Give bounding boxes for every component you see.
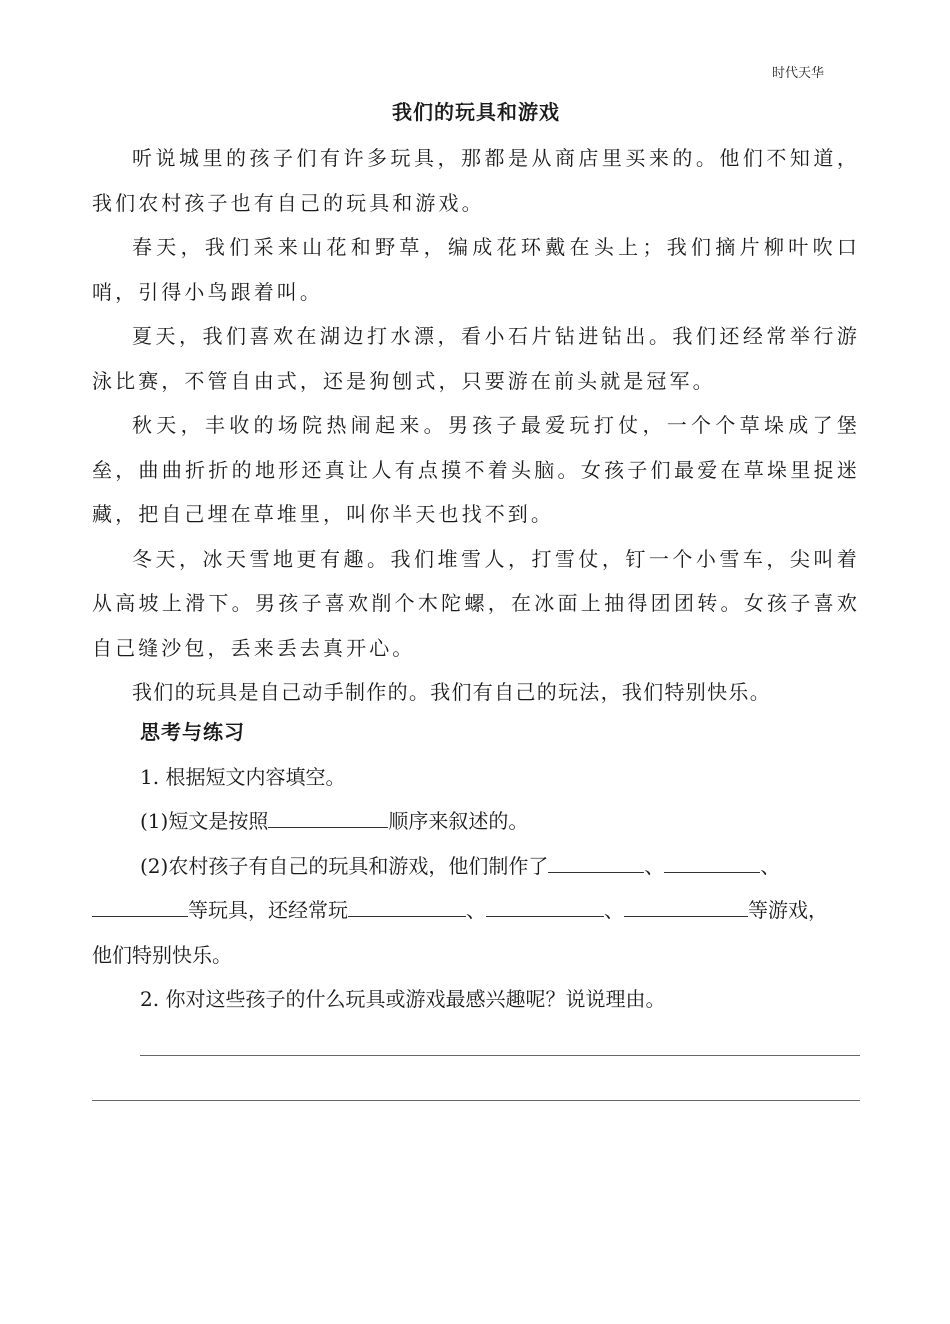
paragraph: 听说城里的孩子们有许多玩具，那都是从商店里买来的。他们不知道，我们农村孩子也有自己的玩具和游戏。	[92, 146, 860, 215]
answer-line-1[interactable]	[140, 1055, 860, 1056]
fill-blank-toy-1[interactable]	[548, 850, 644, 873]
q1-part1-suffix: 顺序来叙述的。	[388, 809, 529, 833]
separator: 、	[644, 853, 665, 878]
fill-blank-game-3[interactable]	[624, 894, 748, 917]
exercise-section	[92, 710, 860, 1022]
fill-blank-game-2[interactable]	[486, 894, 604, 917]
q1-part1-prefix: (1)短文是按照	[140, 809, 269, 833]
question-2-label: 2. 你对这些孩子的什么玩具或游戏最感兴趣呢？说说理由。	[140, 987, 666, 1011]
paragraph: 秋天，丰收的场院热闹起来。男孩子最爱玩打仗，一个个草垛成了堡垒，曲曲折折的地形还真让人有点摸不着头脑。女孩子们最爱在草垛里捉迷藏，把自己埋在草堆里，叫你半天也找不到。	[92, 413, 860, 526]
question-1-label: 1. 根据短文内容填空。	[140, 764, 346, 789]
paragraph: 春天，我们采来山花和野草，编成花环戴在头上；我们摘片柳叶吹口哨，引得小鸟跟着叫。	[92, 235, 860, 304]
fill-blank-toy-3[interactable]	[92, 894, 188, 917]
fill-blank-toy-2[interactable]	[664, 850, 760, 873]
question-1-part-2-last: 他们特别快乐。	[92, 942, 232, 967]
question-1-part-1	[92, 799, 860, 844]
paragraph: 冬天，冰天雪地更有趣。我们堆雪人，打雪仗，钉一个小雪车，尖叫着从高坡上滑下。男孩子喜欢削个木陀螺，在冰面上抽得团团转。女孩子喜欢自己缝沙包，丢来丢去真开心。	[92, 546, 860, 660]
worksheet-page	[92, 0, 860, 1324]
separator: 、	[760, 853, 781, 878]
q1-part2-prefix: (2)农村孩子有自己的玩具和游戏，他们制作了	[140, 853, 549, 878]
fill-blank-order[interactable]	[268, 805, 388, 828]
answer-line-2[interactable]	[92, 1100, 860, 1101]
q1-part2-end: 等游戏，	[748, 898, 828, 922]
separator: 、	[466, 898, 486, 922]
separator: 、	[604, 898, 624, 922]
fill-blank-game-1[interactable]	[348, 894, 466, 917]
paragraph: 夏天，我们喜欢在湖边打水漂，看小石片钻进钻出。我们还经常举行游泳比赛，不管自由式，还是狗刨式，只要游在前头就是冠军。	[92, 324, 860, 393]
publisher-label: 时代天华	[771, 66, 824, 81]
article-body	[92, 136, 860, 715]
question-1-part-2	[92, 844, 860, 889]
article-title: 我们的玩具和游戏	[392, 100, 560, 124]
exercise-heading: 思考与练习	[140, 720, 245, 744]
paragraph: 我们的玩具是自己动手制作的。我们有自己的玩法，我们特别快乐。	[132, 680, 771, 704]
question-1-part-2-cont	[92, 888, 860, 933]
q1-part2-mid: 等玩具，还经常玩	[188, 898, 348, 922]
